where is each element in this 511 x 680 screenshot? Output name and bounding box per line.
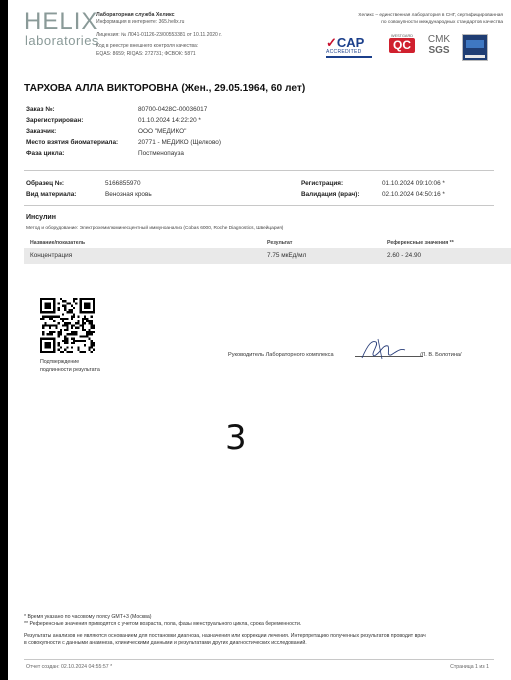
cmk-sgs-badge: CMK SGS [427,34,451,56]
column-name-header: Название/показатель [30,240,86,246]
footnote-reference: ** Референсные значения приводятся с учетом возраста, пола, фазы менструального цикла, срока беременности. [24,621,302,627]
report-page [8,0,511,680]
order-row-customer: Заказчик: ООО "МЕДИКО" [26,128,187,135]
license-line: Лицензия: № Л041-01126-23/00553381 от 10.11.2020 г. [96,32,222,38]
divider [24,659,494,660]
registry-line-2: EQAS: 8659; RIQAS: 272731; ФСВОК: 5871 [96,51,196,57]
order-row-registered: Зарегистрирован: 01.10.2024 14:22:20 * [26,117,201,124]
divider [24,170,494,171]
sample-value: 5166855970 [105,180,141,187]
report-date: Отчет создан: 02.10.2024 04:55:57 * [26,664,113,670]
service-name: Лабораторная служба Хеликс [96,12,175,18]
lab-head-name: /Л. В. Болотина/ [420,352,462,358]
helix-logo-text: HELIX [24,8,99,35]
column-reference-header: Референсные значения ** [387,240,454,246]
qr-caption: Подтверждение подлинности результата [40,359,100,373]
handwritten-mark: 3 [225,418,247,458]
global-cert-badge-icon [462,34,488,61]
certification-text [303,12,503,26]
verification-qr-code[interactable] [40,298,95,353]
disclaimer-line-2: в совокупности с данными анамнеза, клиническими данными и результатами других диагностических исследований. [24,640,307,646]
cap-accredited-badge: ✓CAP ACCREDITED [326,36,372,56]
divider [24,205,494,206]
validation-value: 02.10.2024 04:50:16 * [382,191,445,198]
table-row [24,248,511,264]
page-number: Страница 1 из 1 [450,664,489,670]
material-value: Венозная кровь [105,191,152,198]
registration-label: Регистрация: [301,180,344,187]
footnote-time: * Время указано по часовому поясу GMT+3 (Москва) [24,614,152,620]
order-fields [26,106,326,161]
validation-label: Валидация (врач): [301,191,360,198]
westgard-qc-badge: WESTGARD QC [386,34,418,56]
cert-line-2: по совокупности международных стандартов качества [381,20,503,25]
column-result-header: Результат [267,240,293,246]
material-label: Вид материала: [26,191,77,198]
info-line: Информация в интернете: 365.helix.ru [96,19,185,25]
row-reference: 2.60 - 24.90 [387,252,422,259]
order-row-cycle-phase: Фаза цикла: Постменопауза [26,150,184,157]
row-result: 7.75 мкЕд/мл [267,252,307,259]
row-name: Концентрация [30,252,73,259]
disclaimer-line-1: Результаты анализов не являются основанием для постановки диагноза, назначения или коррекции лечения. Интерпретацию полученных результатов проводит врач [24,633,426,639]
order-row-location: Место взятия биоматериала: 20771 - МЕДИКО (Щелково) [26,139,221,146]
footnotes [24,614,504,647]
lab-info [96,12,286,58]
helix-logo-subtext: laboratories [25,33,99,48]
registry-line-1: Код в реестре внешнего контроля качества: [96,43,199,49]
signature-scribble [358,336,408,362]
test-method: Метод и оборудование: Электрохемилюминесцентный иммуноанализ (Cobas 6000, Roche Diagnostics, Швейцария) [26,226,284,231]
registration-value: 01.10.2024 09:10:06 * [382,180,445,187]
sample-label: Образец №: [26,180,65,187]
order-row-number: Заказ №: 80700-0428C-00036017 [26,106,208,113]
patient-title: ТАРХОВА АЛЛА ВИКТОРОВНА (Жен., 29.05.1964, 60 лет) [24,83,306,94]
lab-head-label: Руководитель Лабораторного комплекса [228,352,334,358]
test-name: Инсулин [26,214,56,221]
cert-line-1: Хеликс – единственная лаборатория в СНГ, сертифицированная [358,13,503,18]
